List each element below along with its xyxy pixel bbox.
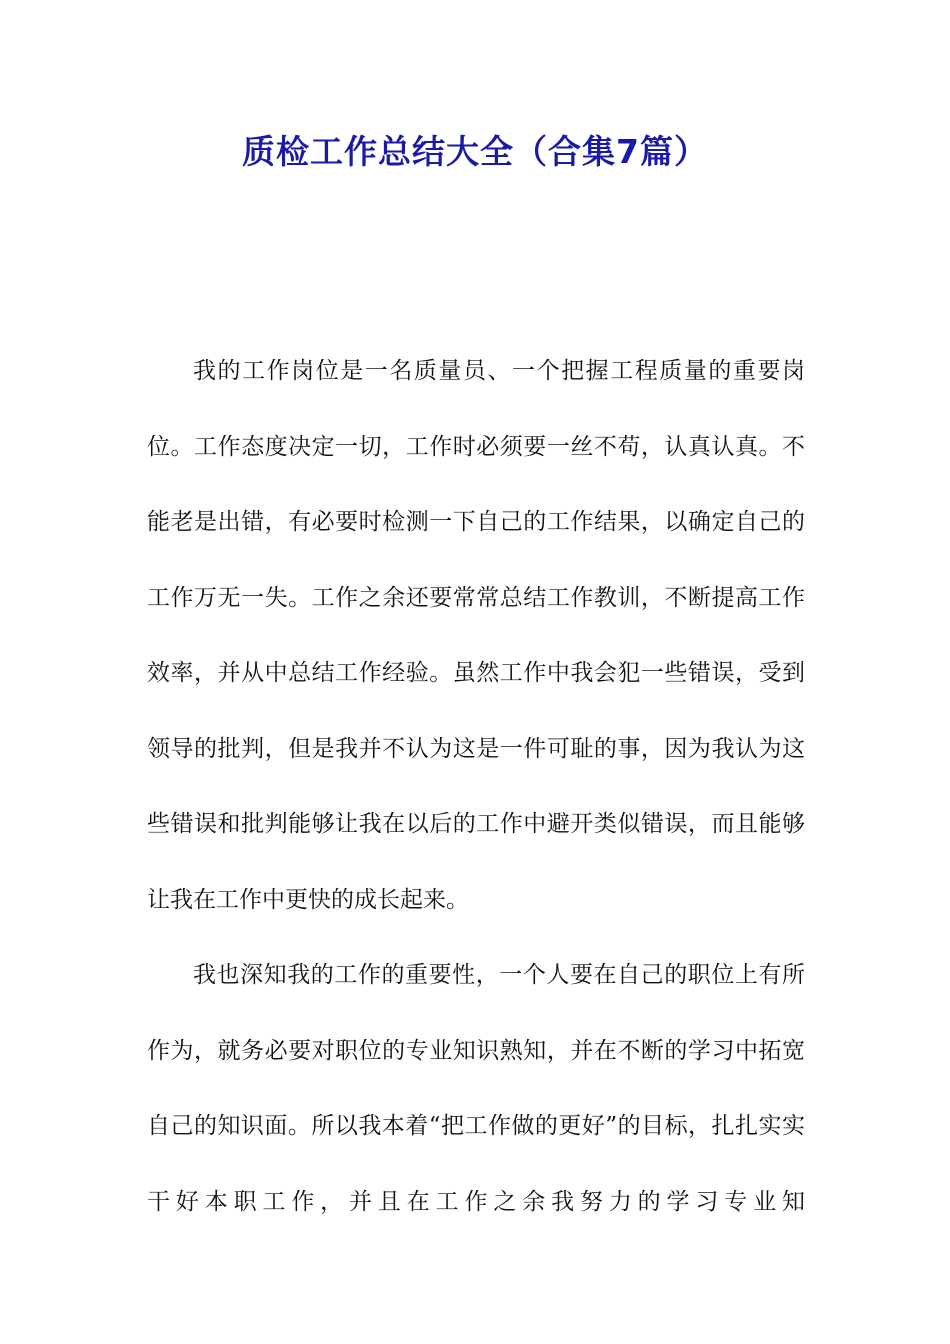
paragraph-1: 我的工作岗位是一名质量员、一个把握工程质量的重要岗位。工作态度决定一切，工作时必须要一丝不苟，认真认真。不能老是出错，有必要时检测一下自己的工作结果，以确定自己的工作万无一失。工作之余还要常常总结工作教训，不断提高工作效率，并从中总结工作经验。虽然工作中我会犯一些错误，受到领导的批判，但是我并不认为这是一件可耻的事，因为我认为这些错误和批判能够让我在以后的工作中避开类似错误，而且能够让我在工作中更快的成长起来。 xyxy=(147,358,805,913)
document-body xyxy=(147,334,805,1240)
paragraph-2: 我也深知我的工作的重要性，一个人要在自己的职位上有所作为，就务必要对职位的专业知识熟知，并在不断的学习中拓宽自己的知识面。所以我本着“把工作做的更好”的目标，扎扎实实干好本职工作，并且在工作之余我努力的学习专业知 xyxy=(147,962,805,1215)
page-title: 质检工作总结大全（合集7篇） xyxy=(242,132,708,171)
